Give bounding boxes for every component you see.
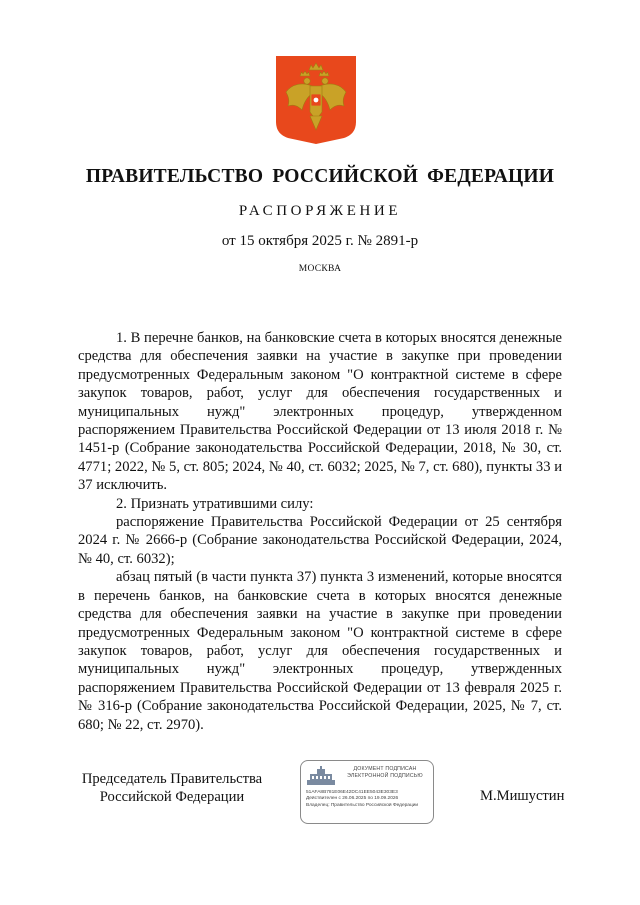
signatory-name: М.Мишустин [480,788,565,804]
stamp-owner: Владелец: Правительство Российской Федерации [306,802,419,808]
stamp-title-line1: ДОКУМЕНТ ПОДПИСАН [353,766,417,772]
government-building-icon [306,766,336,786]
paragraph-2: 2. Признать утратившими силу: [116,495,314,512]
paragraph-4: абзац пятый (в части пункта 37) пункта 3 изменений, которые вносятся в перечень банков, на банковские счета в которых вносятся денежные средства для обеспечения заявки на участие в закупке при проведении предусмотренных Федеральным законом "О контрактной системе в сфере закупок товаров, работ, услуг для обеспечения государственных и муниципальных нужд" электронных процедур, утвержденных распоряжением Правительства Российской Федерации от 13 февраля 2025 г. № 316-р (Собрание законодательства Российской Федерации, 2025, № 7, ст. 680; № 22, ст. 2970). [78,569,562,733]
stamp-certificate: 51AFA8B781E06E42DC41EE5043E303E3 [306,790,398,795]
paragraph-3: распоряжение Правительства Российской Федерации от 25 сентября 2024 г. № 2666-р (Собрание законодательства Российской Федерации, 2024, № 40, ст. 6032); [78,514,562,567]
stamp-validity: Действителен с 26.06.2025 по 19.09.2026 [306,796,399,802]
stamp-details [306,790,432,809]
stamp-title [339,766,431,779]
signatory-position [72,770,272,807]
coat-of-arms-emblem [276,56,356,144]
document-city: МОСКВА [298,264,342,274]
document-date-number: от 15 октября 2025 г. № 2891-р [221,233,419,249]
signatory-position-line2: Российской Федерации [99,789,245,806]
electronic-signature-stamp [300,760,434,824]
stamp-title-line2: ЭЛЕКТРОННОЙ ПОДПИСЬЮ [347,772,423,779]
government-title: ПРАВИТЕЛЬСТВО РОССИЙСКОЙ ФЕДЕРАЦИИ [85,166,555,187]
signatory-position-line1: Председатель Правительства [81,771,263,787]
document-type: РАСПОРЯЖЕНИЕ [238,203,402,219]
paragraph-1: 1. В перечне банков, на банковские счета в которых вносятся денежные средства для обеспечения заявки на участие в закупке при проведении предусмотренных Федеральным законом "О контрактной системе в сфере закупок товаров, работ, услуг для обеспечения государственных и муниципальных нужд" электронных процедур, утвержденном распоряжением Правительства Российской Федерации от 13 июля 2018 г. № 1451-р (Собрание законодательства Российской Федерации, 2018, № 30, ст. 4771; 2022, № 5, ст. 805; 2024, № 40, ст. 6032; 2025, № 7, ст. 680), пункты 33 и 37 исключить. [78,330,562,494]
document-body [78,329,562,734]
